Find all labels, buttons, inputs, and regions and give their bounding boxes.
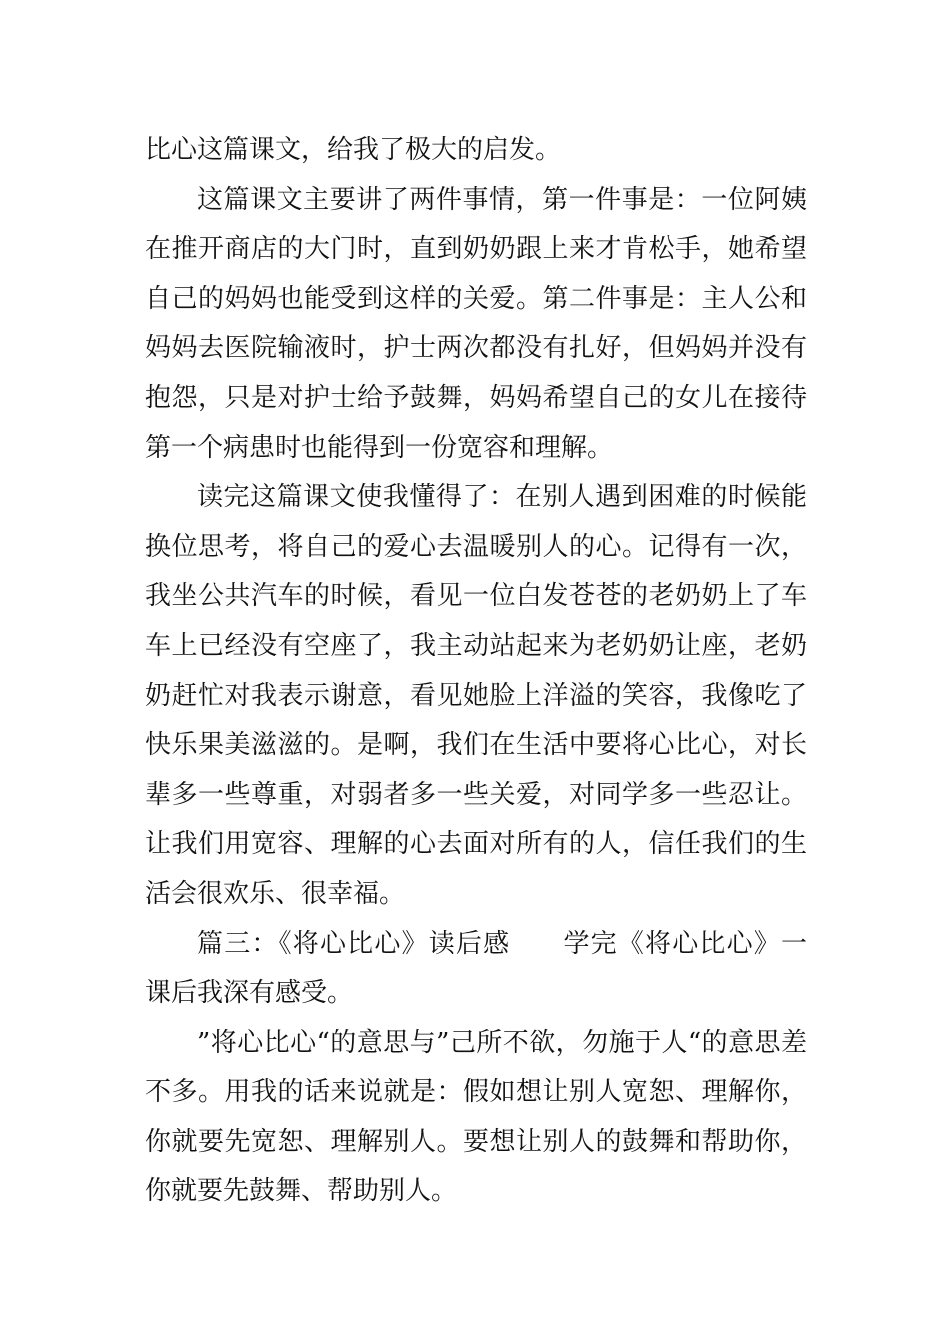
paragraph-5: ”将心比心“的意思与”己所不欲，勿施于人“的意思差不多。用我的话来说就是：假如想让别人宽恕、理解你，你就要先宽恕、理解别人。要想让别人的鼓舞和帮助你，你就要先鼓舞、帮助别人。	[145, 1027, 807, 1207]
paragraph-3: 读完这篇课文使我懂得了：在别人遇到困难的时候能换位思考，将自己的爱心去温暖别人的心。记得有一次，我坐公共汽车的时候，看见一位白发苍苍的老奶奶上了车车上已经没有空座了，我主动站起来为老奶奶让座，老奶奶赶忙对我表示谢意，看见她脸上洋溢的笑容，我像吃了快乐果美滋滋的。是啊，我们在生活中要将心比心，对长辈多一些尊重，对弱者多一些关爱，对同学多一些忍让。让我们用宽容、理解的心去面对所有的人，信任我们的生活会很欢乐、很幸福。	[145, 482, 807, 909]
section-title: 篇三：《将心比心》读后感	[197, 928, 511, 959]
document-page	[145, 126, 807, 1217]
paragraph-2: 这篇课文主要讲了两件事情，第一件事是：一位阿姨在推开商店的大门时，直到奶奶跟上来才肯松手，她希望自己的妈妈也能受到这样的关爱。第二件事是：主人公和妈妈去医院输液时，护士两次都没有扎好，但妈妈并没有抱怨，只是对护士给予鼓舞，妈妈希望自己的女儿在接待第一个病患时也能得到一份宽容和理解。	[145, 184, 807, 463]
section-intro: 学完《将心比心》一课后我深有感受。	[145, 928, 807, 1009]
paragraph-4	[145, 920, 807, 1019]
paragraph-1: 比心这篇课文，给我了极大的启发。	[145, 135, 562, 165]
